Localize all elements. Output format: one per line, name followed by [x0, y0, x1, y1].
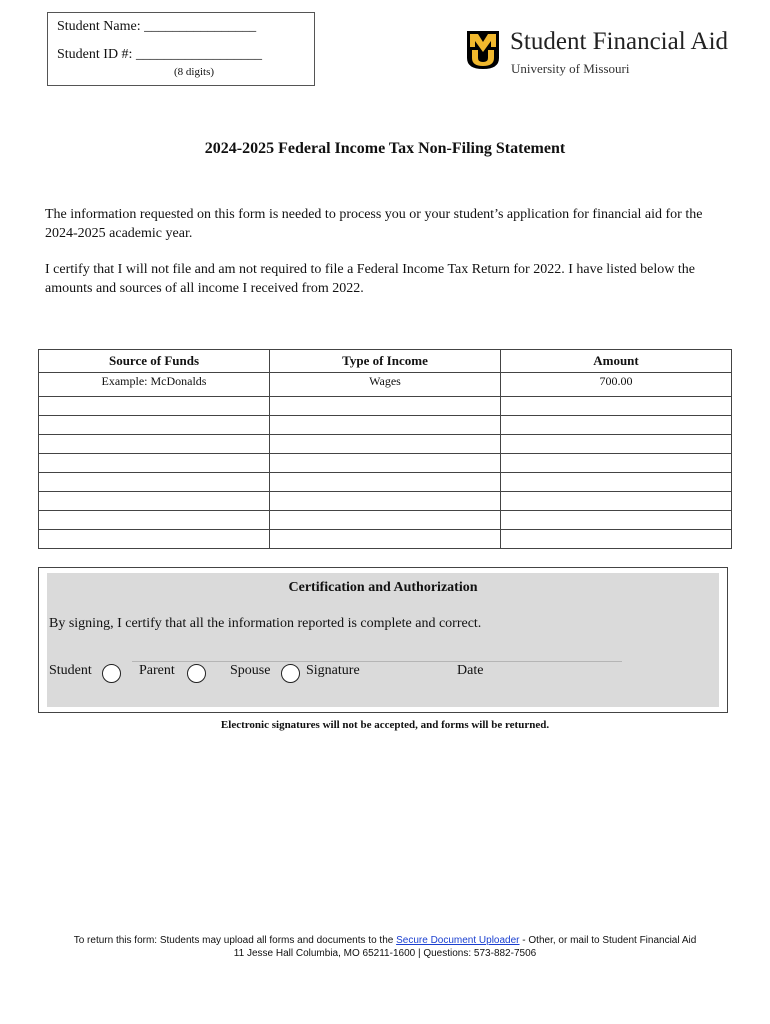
table-row: [39, 416, 732, 435]
option-parent-label: Parent: [139, 663, 175, 678]
table-row: [39, 511, 732, 530]
warning-note: Electronic signatures will not be accepted, and forms will be returned.: [220, 719, 550, 731]
header-type: Type of Income: [270, 350, 501, 373]
amount-cell[interactable]: [501, 473, 732, 492]
parent-radio[interactable]: [187, 664, 206, 683]
table-row: [39, 454, 732, 473]
amount-cell[interactable]: [501, 530, 732, 549]
table-row: [39, 473, 732, 492]
source-cell[interactable]: [39, 473, 270, 492]
signature-label[interactable]: Signature: [306, 663, 360, 678]
type-cell[interactable]: [270, 530, 501, 549]
type-cell[interactable]: [270, 511, 501, 530]
option-student-label: Student: [49, 663, 92, 678]
amount-cell[interactable]: [501, 492, 732, 511]
example-amount: 700.00: [501, 373, 732, 397]
student-info-box: [47, 12, 315, 86]
footer-line2: 11 Jesse Hall Columbia, MO 65211-1600 | Questions: 573-882-7506: [233, 948, 537, 959]
logo-title: Student Financial Aid: [510, 28, 729, 55]
source-cell[interactable]: [39, 435, 270, 454]
header-source: Source of Funds: [39, 350, 270, 373]
amount-cell[interactable]: [501, 454, 732, 473]
signature-line: [132, 661, 622, 662]
certification-box: [38, 567, 728, 713]
table-row: [39, 397, 732, 416]
student-id-hint: (8 digits): [174, 66, 215, 78]
header-amount: Amount: [501, 350, 732, 373]
amount-cell[interactable]: [501, 416, 732, 435]
type-cell[interactable]: [270, 454, 501, 473]
source-cell[interactable]: [39, 454, 270, 473]
amount-cell[interactable]: [501, 511, 732, 530]
spouse-radio[interactable]: [281, 664, 300, 683]
student-id-field[interactable]: Student ID #: __________________: [57, 47, 262, 62]
page-title: 2024-2025 Federal Income Tax Non-Filing Statement: [204, 140, 566, 157]
secure-document-uploader-link[interactable]: Secure Document Uploader: [396, 935, 520, 946]
footer: [0, 934, 770, 960]
example-type: Wages: [270, 373, 501, 397]
footer-prefix: To return this form: Students may upload all forms and documents to the: [73, 935, 397, 946]
amount-cell[interactable]: [501, 435, 732, 454]
footer-line1: [0, 934, 770, 947]
certification-panel: [47, 573, 719, 707]
source-cell[interactable]: [39, 530, 270, 549]
type-cell[interactable]: [270, 435, 501, 454]
source-cell[interactable]: [39, 397, 270, 416]
certify-paragraph: I certify that I will not file and am not required to file a Federal Income Tax Return for 2022. I have listed below the amounts and sources of all income I received from 2022.: [45, 262, 695, 296]
source-cell[interactable]: [39, 416, 270, 435]
amount-cell[interactable]: [501, 397, 732, 416]
table-row: [39, 530, 732, 549]
student-radio[interactable]: [102, 664, 121, 683]
table-row: [39, 492, 732, 511]
student-name-field[interactable]: Student Name: ________________: [57, 19, 257, 34]
table-header-row: [39, 350, 732, 373]
table-row: [39, 435, 732, 454]
example-source: Example: McDonalds: [39, 373, 270, 397]
logo-subtitle: University of Missouri: [511, 61, 630, 76]
intro-paragraph: The information requested on this form is needed to process you or your student’s application for financial aid for the 2024-2025 academic year.: [45, 207, 703, 241]
mizzou-tiger-m-icon: [466, 30, 500, 70]
option-spouse-label: Spouse: [230, 663, 271, 678]
certification-statement: By signing, I certify that all the information reported is complete and correct.: [49, 616, 482, 631]
type-cell[interactable]: [270, 473, 501, 492]
type-cell[interactable]: [270, 397, 501, 416]
source-cell[interactable]: [39, 492, 270, 511]
source-cell[interactable]: [39, 511, 270, 530]
certification-title: Certification and Authorization: [288, 580, 478, 595]
date-label[interactable]: Date: [457, 663, 484, 678]
example-row: [39, 373, 732, 397]
footer-suffix: - Other, or mail to Student Financial Aid: [519, 935, 697, 946]
type-cell[interactable]: [270, 492, 501, 511]
income-table: [38, 349, 732, 549]
type-cell[interactable]: [270, 416, 501, 435]
